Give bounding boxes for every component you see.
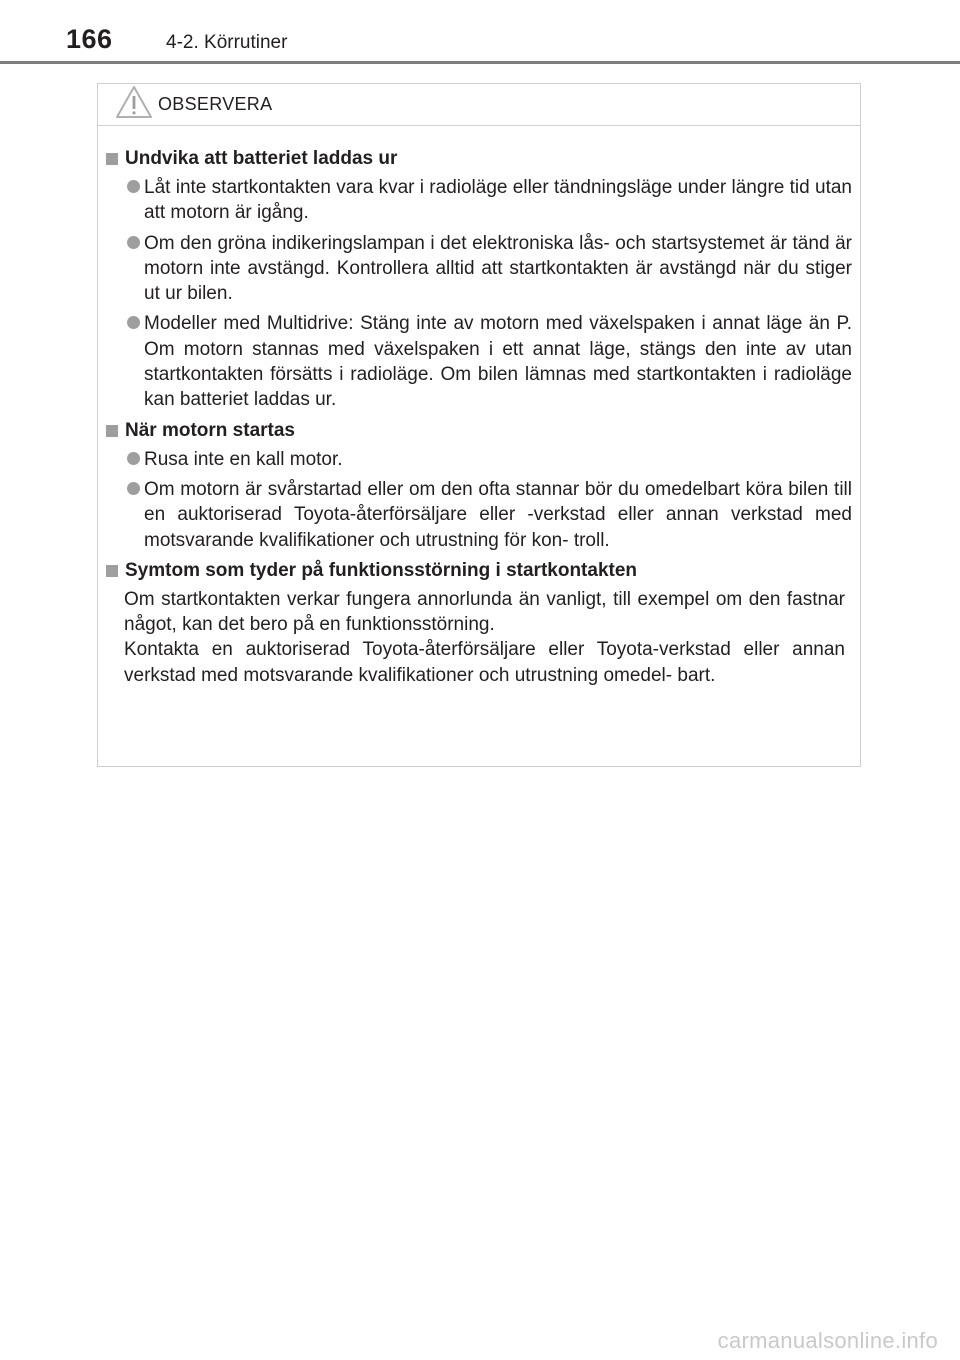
section-heading	[106, 146, 860, 171]
round-bullet-icon	[127, 236, 140, 249]
round-bullet-icon	[127, 180, 140, 193]
square-bullet-icon	[106, 565, 118, 577]
section-title: 4-2. Körrutiner	[166, 32, 288, 53]
list-item	[127, 231, 852, 307]
section-heading	[106, 418, 860, 443]
section-heading	[106, 558, 860, 583]
list-item-text: Rusa inte en kall motor.	[144, 448, 343, 470]
square-bullet-icon	[106, 153, 118, 165]
round-bullet-icon	[127, 316, 140, 329]
list-item-text: Låt inte startkontakten vara kvar i radioläge eller tändningsläge under längre tid utan att motorn är igång.	[144, 177, 852, 224]
section-heading-text: När motorn startas	[125, 419, 295, 441]
list-item	[127, 477, 852, 553]
notice-body	[98, 142, 860, 688]
notice-header	[98, 84, 860, 126]
list-item-text: Om motorn är svårstartad eller om den ofta stannar bör du omedelbart köra bilen till en auktoriserad Toyota-återförsäljare eller -verkstad eller annan verkstad med motsvarande kvalifikationer och utrustning för kon- troll.	[144, 478, 852, 551]
section-heading-text: Undvika att batteriet laddas ur	[125, 148, 398, 169]
page-header	[0, 0, 960, 62]
warning-triangle-icon	[115, 85, 153, 119]
notice-title: OBSERVERA	[158, 94, 273, 114]
section-heading-text: Symtom som tyder på funktionsstörning i startkontakten	[125, 559, 638, 581]
page-number: 166	[66, 24, 113, 54]
list-item-text: Om den gröna indikeringslampan i det elektroniska lås- och startsystemet är tänd är motorn inte avstängd. Kontrollera alltid att startkontakten är avstängd när du stiger ut ur bilen.	[144, 232, 852, 305]
header-rule	[0, 61, 960, 64]
list-item-text: Modeller med Multidrive: Stäng inte av motorn med växelspaken i annat läge än P. Om motorn stannas med växelspaken i ett annat läge, stängs den inte av utan startkontakten försätts i radioläge. Om bilen lämnas med startkontakten i radioläge kan batteriet laddas ur.	[144, 313, 852, 411]
list-item	[127, 447, 852, 472]
square-bullet-icon	[106, 425, 118, 437]
list-item	[127, 311, 852, 412]
notice-box	[97, 83, 861, 767]
round-bullet-icon	[127, 452, 140, 465]
list-item	[127, 175, 852, 226]
watermark: carmanualsonline.info	[717, 1328, 938, 1353]
paragraph: Om startkontakten verkar fungera annorlunda än vanligt, till exempel om den fastnar något, kan det bero på en funktionsstörning.	[124, 588, 845, 636]
paragraph: Kontakta en auktoriserad Toyota-återförsäljare eller Toyota-verkstad eller annan verkstad med motsvarande kvalifikationer och utrustning omedel- bart.	[124, 639, 845, 686]
round-bullet-icon	[127, 482, 140, 495]
